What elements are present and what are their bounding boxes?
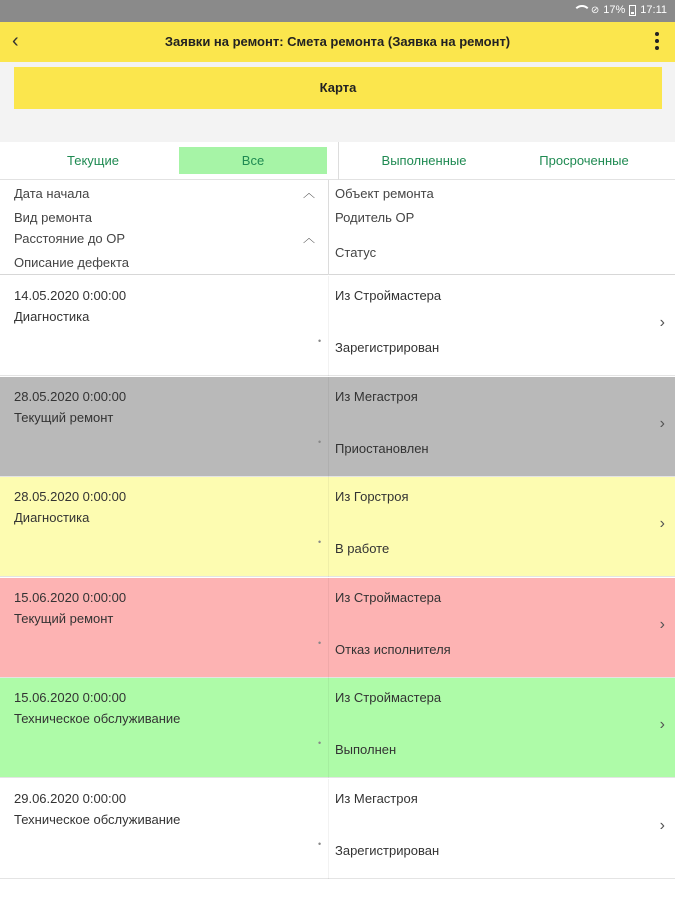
row-start-date: 15.06.2020 0:00:00 — [14, 690, 127, 705]
col-repair-object[interactable]: Объект ремонта — [335, 186, 434, 201]
col-start-date[interactable]: Дата начала — [14, 186, 90, 201]
row-repair-kind: Текущий ремонт — [14, 409, 114, 425]
filter-tabs — [0, 142, 675, 180]
chevron-right-icon[interactable]: › — [659, 816, 665, 834]
col-repair-kind[interactable]: Вид ремонта — [14, 210, 92, 225]
table-row[interactable] — [0, 477, 675, 577]
row-status: Зарегистрирован — [335, 842, 440, 858]
chevron-right-icon[interactable]: › — [659, 515, 665, 532]
tab-overdue[interactable]: Просроченные — [539, 153, 629, 168]
tab-divider — [338, 142, 339, 180]
chevron-right-icon[interactable]: › — [659, 314, 665, 331]
row-repair-object: Из Мегастроя — [335, 388, 418, 404]
sort-up-icon[interactable]: ︿ — [303, 231, 316, 245]
status-bar — [0, 0, 675, 22]
app-bar — [0, 22, 675, 62]
table-row[interactable] — [0, 276, 675, 376]
row-repair-object: Из Строймастера — [335, 589, 442, 605]
row-divider — [328, 678, 329, 778]
col-status[interactable]: Статус — [335, 245, 377, 260]
col-parent-object[interactable]: Родитель ОР — [335, 210, 415, 225]
chevron-right-icon[interactable]: › — [659, 615, 665, 633]
tab-completed[interactable]: Выполненные — [381, 153, 467, 168]
row-dot-marker: • — [318, 637, 322, 648]
column-divider — [328, 180, 329, 275]
back-arrow-icon[interactable]: ‹ — [12, 30, 19, 52]
row-status: Выполнен — [335, 742, 397, 757]
status-icons — [573, 4, 667, 16]
row-repair-object: Из Строймастера — [335, 288, 442, 303]
table-row[interactable] — [0, 678, 675, 778]
row-dot-marker: • — [318, 336, 322, 346]
chevron-right-icon[interactable]: › — [659, 716, 665, 733]
row-repair-kind: Техническое обслуживание — [14, 811, 181, 827]
map-button[interactable]: Карта — [14, 67, 662, 109]
tab-all[interactable]: Все — [179, 147, 327, 174]
row-dot-marker: • — [318, 838, 322, 849]
sort-up-icon[interactable]: ︿ — [303, 186, 316, 200]
row-status: Приостановлен — [335, 440, 429, 456]
row-divider — [328, 276, 329, 376]
tab-current[interactable]: Текущие — [67, 153, 119, 168]
column-header — [0, 180, 675, 275]
page-title: Заявки на ремонт: Смета ремонта (Заявка на ремонт) — [164, 34, 511, 49]
row-dot-marker: • — [318, 537, 322, 547]
chevron-right-icon[interactable]: › — [659, 414, 665, 432]
row-repair-kind: Текущий ремонт — [14, 610, 114, 626]
table-row[interactable] — [0, 779, 675, 879]
row-divider — [328, 477, 329, 577]
clock: 17:11 — [640, 4, 667, 16]
row-divider — [328, 578, 329, 678]
row-start-date: 29.06.2020 0:00:00 — [14, 790, 127, 806]
row-repair-object: Из Горстроя — [335, 489, 409, 504]
row-divider — [328, 779, 329, 879]
wifi-icon — [573, 5, 587, 16]
col-distance[interactable]: Расстояние до ОР — [14, 231, 126, 246]
battery-icon — [629, 5, 636, 16]
col-defect-description[interactable]: Описание дефекта — [14, 255, 130, 270]
row-dot-marker: • — [318, 436, 322, 447]
row-repair-kind: Диагностика — [14, 510, 90, 525]
row-start-date: 14.05.2020 0:00:00 — [14, 288, 127, 303]
table-row[interactable] — [0, 377, 675, 477]
row-repair-kind: Диагностика — [14, 309, 90, 324]
row-divider — [328, 377, 329, 477]
battery-percent: 17% — [603, 4, 626, 16]
signal-icon: ⊘ — [590, 4, 600, 16]
row-status: Зарегистрирован — [335, 340, 440, 355]
row-status: В работе — [335, 541, 390, 556]
row-dot-marker: • — [318, 738, 322, 748]
row-start-date: 28.05.2020 0:00:00 — [14, 489, 127, 504]
row-repair-object: Из Строймастера — [335, 690, 442, 705]
more-vert-icon[interactable] — [649, 30, 665, 54]
row-start-date: 15.06.2020 0:00:00 — [14, 589, 127, 605]
row-status: Отказ исполнителя — [335, 641, 451, 657]
table-row[interactable] — [0, 578, 675, 678]
map-section — [0, 62, 675, 142]
row-start-date: 28.05.2020 0:00:00 — [14, 388, 127, 404]
row-repair-object: Из Мегастроя — [335, 790, 418, 806]
row-repair-kind: Техническое обслуживание — [14, 711, 181, 726]
